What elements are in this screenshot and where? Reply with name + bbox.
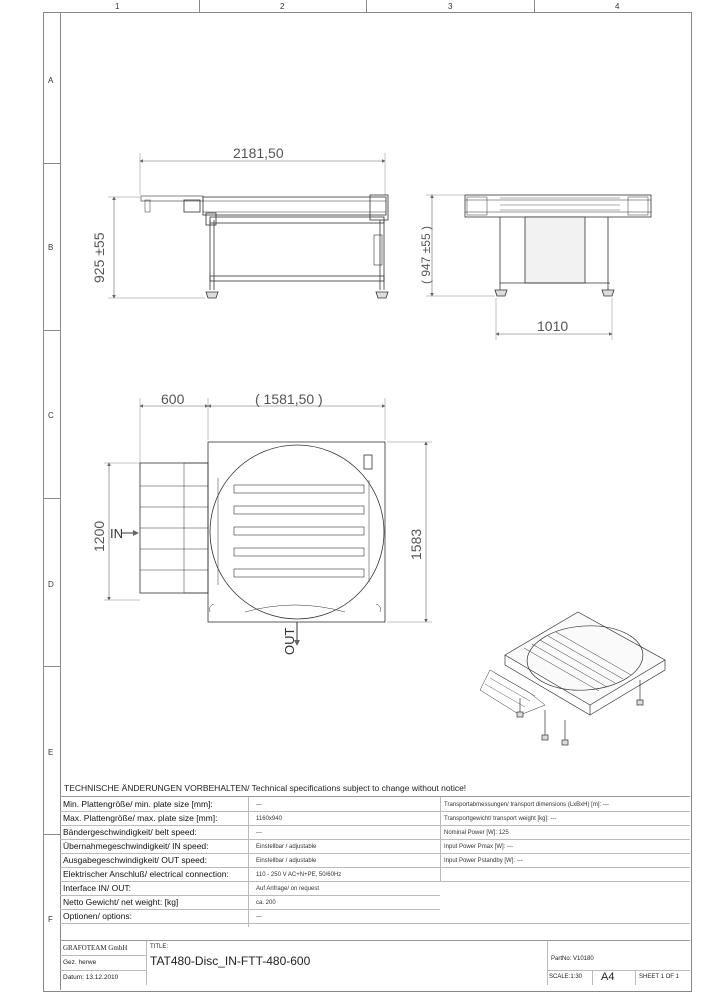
column-number-1: 1 bbox=[115, 2, 120, 11]
front-width-dimension: 2181,50 bbox=[233, 145, 284, 161]
top-offset-dimension: 600 bbox=[161, 391, 185, 407]
row-letter-f: F bbox=[48, 915, 53, 924]
notice-line bbox=[60, 783, 690, 795]
row-letter-e: E bbox=[48, 748, 54, 757]
isometric-view bbox=[480, 612, 665, 745]
spec-value-min-plate: --- bbox=[256, 802, 262, 808]
column-number-4: 4 bbox=[615, 2, 620, 11]
spec-label-belt-speed: Bändergeschwindigkeit/ belt speed: bbox=[63, 827, 197, 837]
row-letter-b: B bbox=[48, 243, 54, 252]
spec-value-weight: ca. 200 bbox=[256, 900, 276, 906]
row-letter-c: C bbox=[48, 411, 54, 420]
out-label: OUT bbox=[282, 627, 297, 655]
spec-table bbox=[60, 796, 690, 927]
spec-input-power-standby: Input Power Pstandby [W]: --- bbox=[444, 858, 523, 864]
spec-value-electrical: 110 - 250 V AC+N+PE, 50/60Hz bbox=[256, 872, 342, 878]
spec-transport-weight: Transportgewicht/ transport weight [kg]: --- bbox=[444, 816, 557, 822]
spec-value-options: --- bbox=[256, 914, 262, 920]
column-number-3: 3 bbox=[448, 2, 453, 11]
sheet-number: SHEET 1 OF 1 bbox=[639, 974, 679, 980]
spec-value-in-speed: Einstellbar / adjustable bbox=[256, 844, 317, 850]
spec-transport-dimensions: Transportabmessungen/ transport dimensions (LxBxH) [m]: --- bbox=[444, 802, 609, 808]
side-height-dimension: ( 947 ±55 ) bbox=[419, 226, 433, 284]
spec-nominal-power: Nominal Power [W]: 125 bbox=[444, 830, 509, 836]
column-number-2: 2 bbox=[280, 2, 285, 11]
in-label: IN bbox=[110, 526, 123, 541]
row-letter-a: A bbox=[48, 76, 54, 85]
row-letter-d: D bbox=[48, 580, 54, 589]
drawn-by: Gez. herwe bbox=[63, 959, 97, 966]
spec-label-out-speed: Ausgabegeschwindigkeit/ OUT speed: bbox=[63, 855, 207, 865]
title-block bbox=[60, 940, 690, 985]
spec-value-belt-speed: --- bbox=[256, 830, 262, 836]
spec-label-min-plate: Min. Plattengröße/ min. plate size [mm]: bbox=[63, 799, 213, 809]
front-view bbox=[108, 153, 388, 298]
spec-label-in-speed: Übernahmegeschwindigkeit/ IN speed: bbox=[63, 841, 209, 851]
spec-label-electrical: Elektrischer Anschluß/ electrical connection: bbox=[63, 869, 229, 879]
drawing-date: Datum: 13.12.2010 bbox=[63, 974, 119, 981]
top-width-dimension: ( 1581,50 ) bbox=[255, 391, 323, 407]
spec-value-max-plate: 1160x940 bbox=[256, 816, 282, 822]
company-name: GRAFOTEAM GmbH bbox=[63, 944, 128, 952]
spec-label-max-plate: Max. Plattengröße/ max. plate size [mm]: bbox=[63, 813, 218, 823]
spec-label-weight: Netto Gewicht/ net weight: [kg] bbox=[63, 897, 179, 907]
side-width-dimension: 1010 bbox=[537, 318, 569, 334]
title-label: TITLE: bbox=[150, 944, 169, 950]
spec-label-options: Optionen/ options: bbox=[63, 911, 132, 921]
spec-input-power-max: Input Power Pmax [W]: --- bbox=[444, 844, 514, 850]
paper-size: A4 bbox=[601, 971, 615, 983]
part-number: PartNo: V10180 bbox=[551, 956, 594, 962]
spec-label-interface: Interface IN/ OUT: bbox=[63, 883, 132, 893]
notice-text: TECHNISCHE ÄNDERUNGEN VORBEHALTEN/ Technical specifications subject to change without notice! bbox=[64, 783, 467, 793]
drawing-title: TAT480-Disc_IN-FTT-480-600 bbox=[150, 954, 311, 968]
drawing-scale: SCALE:1:30 bbox=[549, 974, 583, 980]
top-left-height-dimension: 1200 bbox=[91, 520, 107, 552]
top-view bbox=[104, 398, 432, 645]
front-height-dimension: 925 ±55 bbox=[91, 232, 107, 283]
spec-value-out-speed: Einstellbar / adjustable bbox=[256, 858, 317, 864]
spec-value-interface: Auf Anfrage/ on request bbox=[256, 886, 320, 892]
top-height-dimension: 1583 bbox=[408, 528, 424, 560]
